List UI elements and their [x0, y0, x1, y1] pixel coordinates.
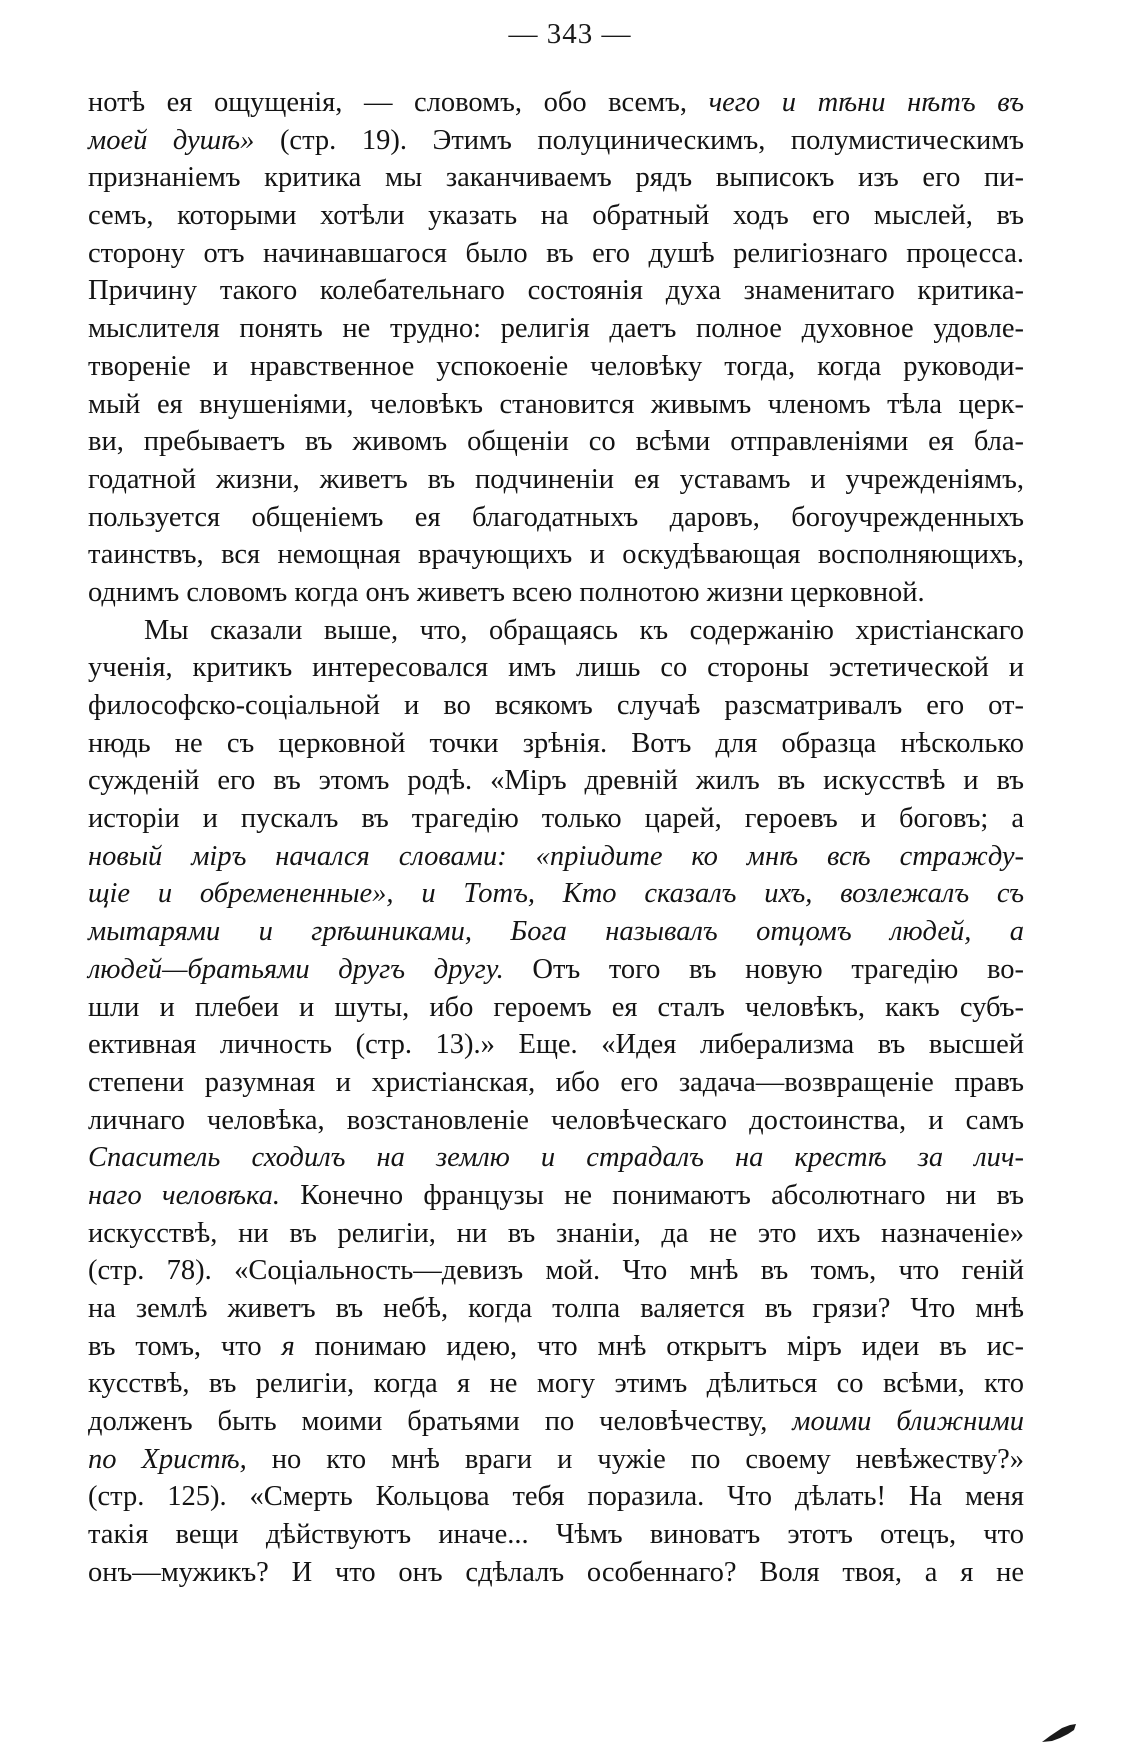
text-line [88, 1403, 1024, 1441]
text-line [88, 499, 1024, 537]
text-line [88, 762, 1024, 800]
text-segment: (стр. 78). «Соціальность—девизъ мой. Что мнѣ въ томъ, что геній [88, 1255, 1024, 1287]
text-line [88, 725, 1024, 763]
text-line [88, 951, 1024, 989]
text-segment: философско-соціальной и во всякомъ случаѣ разсматривалъ его от- [88, 690, 1024, 721]
text-segment: степени разумная и христіанская, ибо его задача—возвращеніе правъ [88, 1066, 1024, 1098]
text-line [88, 1252, 1024, 1290]
text-line [88, 84, 1024, 122]
text-segment: понимаю идею, что мнѣ открытъ міръ идеи въ ис- [294, 1330, 1024, 1362]
text-segment: на землѣ живетъ въ небѣ, когда толпа валяется въ грязи? Что мнѣ [88, 1293, 1024, 1324]
text-line [88, 1064, 1024, 1102]
text-segment: кусствѣ, въ религіи, когда я не могу этимъ дѣлиться со всѣми, кто [88, 1368, 1024, 1400]
text-line [88, 1290, 1024, 1328]
text-segment: признаніемъ критика мы заканчиваемъ рядъ выписокъ изъ его пи- [88, 162, 1024, 194]
text-line [88, 1365, 1024, 1403]
text-line [88, 310, 1024, 348]
text-segment: шли и плебеи и шуты, ибо героемъ ея сталъ человѣкъ, какъ субъ- [88, 991, 1024, 1023]
italic-text: моими ближними [792, 1406, 1024, 1438]
text-segment: Причину такого колебательнаго состоянія духа знаменитаго критика- [88, 275, 1024, 307]
text-line [88, 1554, 1024, 1592]
text-line [88, 1139, 1024, 1177]
text-line [88, 1478, 1024, 1516]
italic-text: щіе и обремененные», [88, 878, 394, 910]
italic-text: новый міръ начался словами: «пріидите ко мнѣ всѣ стражду- [88, 840, 1024, 872]
text-line [88, 1516, 1024, 1554]
text-segment: но кто мнѣ враги и чужіе по своему невѣжеству?» [246, 1443, 1024, 1475]
text-segment: мыслителя понять не трудно: религія даетъ полное духовное удовле- [88, 313, 1024, 345]
text-segment: пользуется общеніемъ ея благодатныхъ даровъ, богоучрежденныхъ [88, 501, 1024, 533]
text-segment: (стр. 19). Этимъ полуциническимъ, полумистическимъ [254, 124, 1024, 156]
text-segment: Отъ того въ новую трагедію во- [503, 953, 1024, 985]
italic-text: мытарями и грѣшниками, Бога называлъ отцомъ людей, а [88, 916, 1024, 948]
text-line [88, 348, 1024, 386]
text-segment: сужденій его въ этомъ родѣ. «Міръ древній жилъ въ искусствѣ и въ [88, 765, 1024, 797]
text-line [88, 159, 1024, 197]
text-line [88, 1215, 1024, 1253]
text-line [88, 612, 1024, 650]
body-text [88, 84, 1024, 1592]
text-segment: ви, пребываетъ въ живомъ общеніи со всѣми отправленіями ея бла- [88, 426, 1024, 458]
text-line [88, 461, 1024, 499]
text-segment: однимъ словомъ когда онъ живетъ всею полнотою жизни церковной. [88, 576, 925, 608]
text-line [88, 197, 1024, 235]
italic-text: людей—братьями другъ другу. [88, 953, 504, 985]
italic-text: чего и тѣни нѣтъ въ [708, 87, 1024, 118]
text-line [88, 800, 1024, 838]
text-line [88, 272, 1024, 310]
text-line [88, 649, 1024, 687]
italic-text: я [281, 1330, 295, 1362]
italic-text: моей душѣ» [88, 124, 255, 156]
text-segment: онъ—мужикъ? И что онъ сдѣлалъ особеннаго? Воля твоя, а я не [88, 1556, 1024, 1588]
text-line [88, 536, 1024, 574]
text-segment [394, 878, 422, 909]
text-segment: исторіи и пускалъ въ трагедію только царей, героевъ и боговъ; а [88, 803, 1024, 835]
text-line [88, 687, 1024, 725]
text-line [88, 1177, 1024, 1215]
text-segment: ективная личность (стр. 13).» Еще. «Идея либерализма въ высшей [88, 1029, 1024, 1061]
text-segment: искусствѣ, ни въ религіи, ни въ знаніи, да не это ихъ назначеніе» [88, 1217, 1024, 1249]
text-segment: ученія, критикъ интересовался имъ лишь со стороны эстетической и [88, 652, 1024, 684]
text-line [88, 875, 1024, 913]
text-line [88, 122, 1024, 160]
text-line [88, 838, 1024, 876]
text-segment: сторону отъ начинавшагося было въ его душѣ религіознаго процесса. [88, 237, 1024, 269]
text-line [88, 1026, 1024, 1064]
text-line [88, 423, 1024, 461]
text-line [88, 989, 1024, 1027]
italic-text: Спаситель сходилъ на землю и страдалъ на крестѣ за лич- [88, 1142, 1024, 1174]
text-line [88, 1328, 1024, 1366]
text-segment: мый ея внушеніями, человѣкъ становится живымъ членомъ тѣла церк- [88, 388, 1024, 420]
text-segment: Мы сказали выше, что, обращаясь къ содержанію христіанскаго [144, 614, 1024, 646]
italic-text: наго человѣка. [88, 1179, 280, 1211]
text-segment: таинствъ, вся немощная врачующихъ и оскудѣвающая восполняющихъ, [88, 539, 1024, 571]
text-segment: (стр. 125). «Смерть Кольцова тебя поразила. Что дѣлать! На меня [88, 1481, 1024, 1513]
text-segment: Конечно французы не понимаютъ абсолютнаго ни въ [279, 1179, 1024, 1211]
text-segment: въ томъ, что [88, 1330, 282, 1362]
text-segment: годатной жизни, живетъ въ подчиненіи ея уставамъ и учрежденіямъ, [88, 463, 1024, 495]
italic-text: по Христѣ, [88, 1443, 247, 1475]
text-segment: твореніе и нравственное успокоеніе человѣку тогда, когда руководи- [88, 350, 1024, 382]
text-line [88, 235, 1024, 273]
italic-text: и Тотъ, Кто сказалъ ихъ, возлежалъ съ [421, 878, 1024, 910]
text-line [88, 574, 1024, 612]
text-segment: нотѣ ея ощущенія, — словомъ, обо всемъ, [88, 87, 709, 118]
text-segment: такія вещи дѣйствуютъ иначе... Чѣмъ виноватъ этотъ отецъ, что [88, 1519, 1024, 1551]
text-segment: нюдь не съ церковной точки зрѣнія. Вотъ для образца нѣсколько [88, 727, 1024, 759]
text-segment: личнаго человѣка, возстановленіе человѣческаго достоинства, и самъ [88, 1104, 1024, 1136]
text-line [88, 1441, 1024, 1479]
text-line [88, 913, 1024, 951]
text-segment: семъ, которыми хотѣли указать на обратный ходъ его мыслей, въ [88, 200, 1024, 232]
text-line [88, 1102, 1024, 1140]
text-line [88, 386, 1024, 424]
text-segment: долженъ быть моими братьями по человѣчеству, [88, 1406, 793, 1438]
page-number: — 343 — [508, 18, 632, 50]
corner-ink-mark [1040, 1722, 1080, 1744]
